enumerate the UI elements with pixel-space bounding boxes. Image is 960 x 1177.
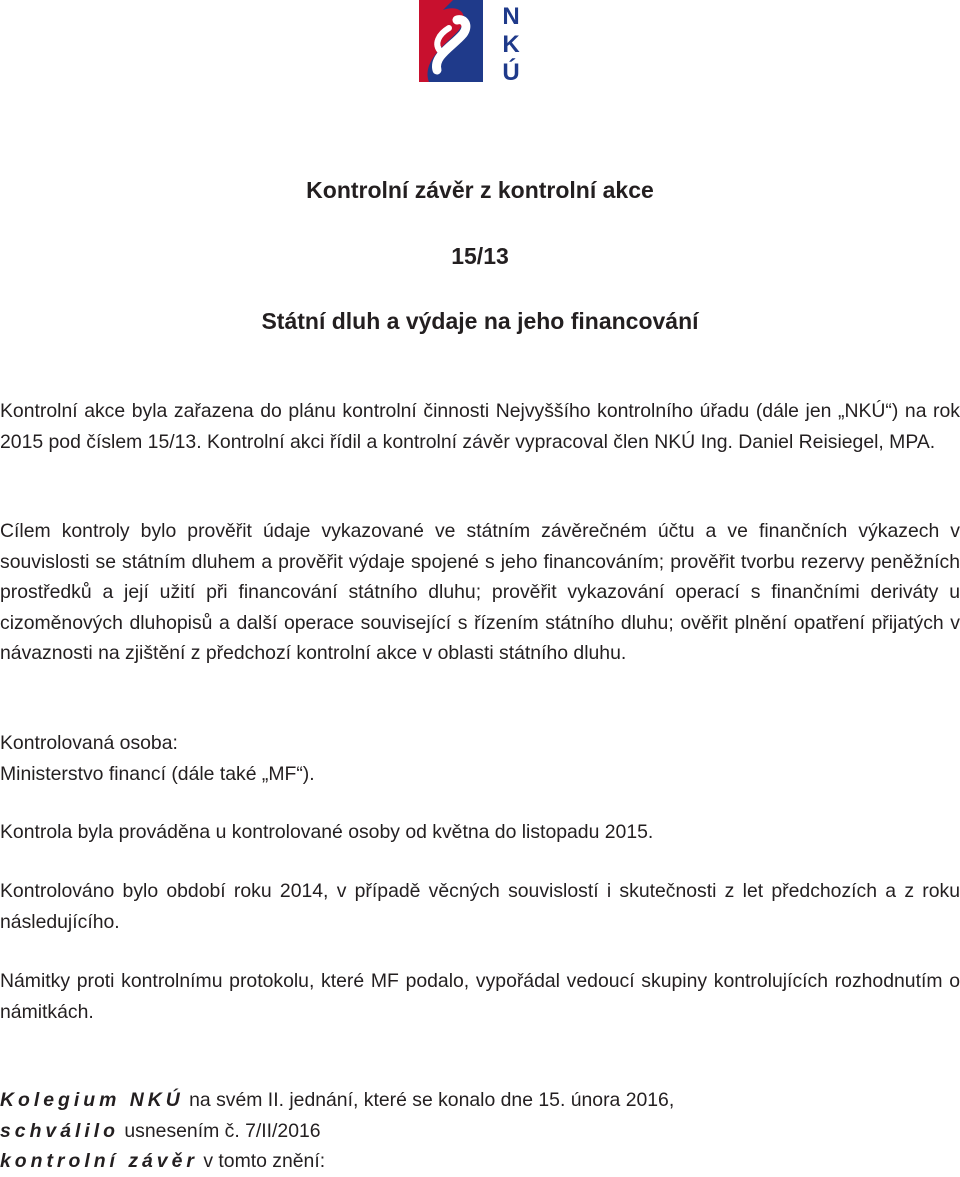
- action-subject: Státní dluh a výdaje na jeho financování: [261, 308, 699, 334]
- logo-letter-n: N: [502, 3, 520, 30]
- period-covered-paragraph: Kontrolováno bylo období roku 2014, v případě věcných souvislostí i skutečnosti z let předchozích a z roku následujícího.: [0, 880, 960, 933]
- kolegium-text: na svém II. jednání, které se konalo dne 15. února 2016,: [189, 1089, 675, 1111]
- logo-letter-k: K: [502, 31, 520, 58]
- objections-paragraph: Námitky proti kontrolnímu protokolu, které MF podalo, vypořádal vedoucí skupiny kontrolujících rozhodnutím o námitkách.: [0, 970, 960, 1023]
- controlled-person: [0, 728, 960, 789]
- closing-block: [0, 1085, 960, 1177]
- goal-paragraph: Cílem kontroly bylo prověřit údaje vykazované ve státním závěrečném účtu a ve finančních výkazech v souvislosti se státním dluhem a prověřit výdaje spojené s jeho financováním; prověřit tvorbu rezervy peněžních prostředků a její užití při financování státního dluhu; prověřit vykazování operací s finančními deriváty u cizoměnových dluhopisů a další operace související s řízením státního dluhu; ověřit plnění opatření přijatých v návaznosti na zjištění z předchozí kontrolní akce v oblasti státního dluhu.: [0, 520, 960, 664]
- closing-line-3: [0, 1146, 960, 1177]
- action-number: 15/13: [451, 243, 509, 269]
- controlled-person-value: Ministerstvo financí (dále také „MF“).: [0, 762, 315, 785]
- kolegium-label: Kolegium NKÚ: [0, 1089, 184, 1111]
- closing-line-2: [0, 1116, 960, 1147]
- intro-paragraph: Kontrolní akce byla zařazena do plánu kontrolní činnosti Nejvyššího kontrolního úřadu (dále jen „NKÚ“) na rok 2015 pod číslem 15/13. Kontrolní akci řídil a kontrolní závěr vypracoval člen NKÚ Ing. Daniel Reisiegel, MPA.: [0, 400, 960, 453]
- logo-letter-u: Ú: [502, 59, 520, 84]
- schvalilo-text: usnesením č. 7/II/2016: [124, 1119, 321, 1142]
- controlled-person-label: Kontrolovaná osoba:: [0, 732, 178, 754]
- period-performed-paragraph: Kontrola byla prováděna u kontrolované osoby od května do listopadu 2015.: [0, 821, 654, 843]
- closing-line-1: [0, 1085, 960, 1116]
- zaver-label: kontrolní závěr: [0, 1150, 198, 1172]
- zaver-text: v tomto znění:: [203, 1150, 326, 1172]
- document-title: Kontrolní závěr z kontrolní akce: [306, 177, 654, 203]
- nku-logo: [419, 0, 539, 84]
- schvalilo-label: schválilo: [0, 1119, 119, 1142]
